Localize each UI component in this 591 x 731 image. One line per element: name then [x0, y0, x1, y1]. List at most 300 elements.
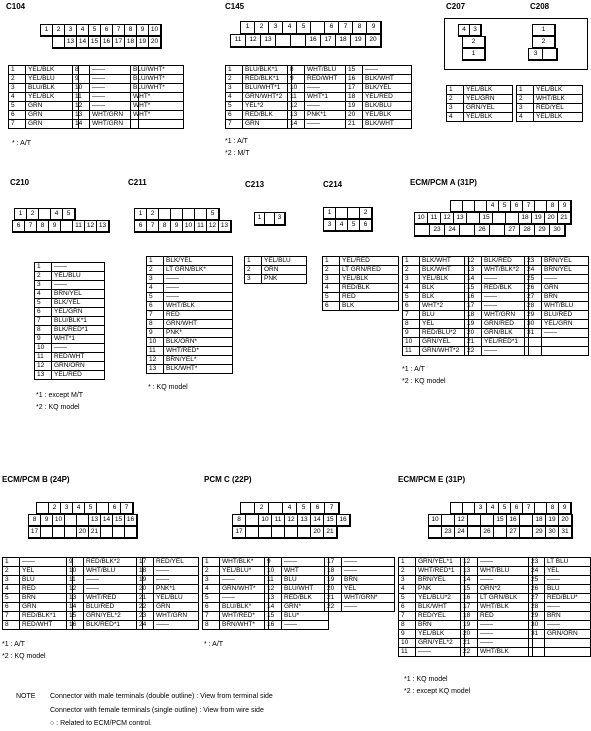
wire-color: WHT/GRN: [482, 311, 529, 320]
pin-row: [131, 120, 184, 129]
terminal-cell: 6: [360, 220, 372, 231]
pin-row: [35, 362, 105, 371]
pin-number: 11: [35, 353, 52, 362]
wire-color: YEL/BLK: [464, 113, 513, 122]
pin-number: 8: [288, 66, 305, 75]
terminal-cell: 20: [366, 35, 381, 47]
pin-number: 1: [9, 66, 26, 75]
wire-color: BLK/YEL: [164, 257, 233, 266]
terminal-cell: 5: [85, 503, 97, 514]
terminal-cell: 15: [113, 515, 125, 526]
pin-number: 15: [461, 585, 478, 594]
pin-row: [465, 320, 529, 329]
wire-color: ——: [154, 576, 199, 585]
terminal-cell: [171, 209, 183, 220]
wire-color: BLU/RED: [84, 603, 143, 612]
pin-row: [288, 84, 346, 93]
connector-title: C104: [6, 2, 26, 11]
connector-face: [428, 526, 573, 539]
pin-number: 26: [525, 284, 542, 293]
connector-face: [232, 526, 338, 539]
pin-row: [35, 344, 105, 353]
wire-color: ——: [478, 621, 533, 630]
pin-row: [9, 111, 79, 120]
pin-number: 21: [325, 594, 342, 603]
pin-row: [529, 612, 591, 621]
pin-row: [147, 329, 233, 338]
terminal-cell: 17: [113, 37, 125, 48]
wire-color: BLK/RED*1: [52, 326, 105, 335]
pin-number: 14: [67, 603, 84, 612]
pin-number: [529, 648, 545, 657]
terminal-cell: 9: [171, 221, 183, 232]
pin-number: 4: [226, 93, 243, 102]
terminal-cell: 4: [283, 503, 297, 514]
wire-color: RED/BLU*: [544, 594, 590, 603]
pin-number: 24: [529, 567, 545, 576]
pin-row: [403, 257, 469, 266]
terminal-cell: 13: [89, 515, 101, 526]
terminal-cell: [159, 209, 171, 220]
wire-color: WHT*1: [52, 335, 105, 344]
pin-row: [265, 603, 329, 612]
terminal-cell: [101, 527, 113, 538]
wire-color: ——: [20, 558, 73, 567]
pin-number: 2: [245, 266, 262, 275]
pin-row: [265, 621, 329, 630]
pin-number: 8: [403, 320, 420, 329]
pin-number: 2: [147, 266, 164, 275]
pin-row: [399, 603, 465, 612]
wire-color: GRN: [20, 603, 73, 612]
connector-face: [52, 36, 162, 49]
pin-number: 1: [245, 257, 262, 266]
wire-color: WHT/BLU: [542, 302, 589, 311]
wire-color: ——: [52, 281, 105, 290]
terminal-cell: 9: [559, 503, 571, 514]
pin-number: 27: [529, 594, 545, 603]
pin-number: 19: [137, 576, 154, 585]
pin-row: [35, 272, 105, 281]
pin-number: 14: [73, 120, 90, 129]
pin-number: 17: [461, 603, 478, 612]
pin-row: [325, 594, 395, 603]
terminal-cell: 4: [77, 25, 89, 36]
pin-row: [131, 111, 184, 120]
wire-color: BLU: [282, 576, 329, 585]
pin-row: [525, 338, 589, 347]
terminal-cell: 12: [246, 35, 261, 47]
pin-number: 3: [245, 275, 262, 284]
wire-color: WHT/RED*: [164, 347, 233, 356]
terminal-cell: 6: [511, 201, 523, 212]
pin-row: [529, 603, 591, 612]
connector-face: [240, 21, 382, 35]
pin-number: 14: [265, 603, 282, 612]
wire-color: GRN/WHT: [164, 320, 233, 329]
pin-row: [288, 120, 346, 129]
wire-color: WHT*2: [420, 302, 469, 311]
pin-row: [35, 281, 105, 290]
wire-color: ——: [282, 558, 329, 567]
terminal-cell: 15: [480, 213, 493, 224]
terminal-cell: [65, 515, 77, 526]
terminal-cell: 13: [219, 221, 231, 232]
wire-color: YEL/BLK: [26, 93, 79, 102]
terminal-cell: 10: [149, 25, 161, 36]
wire-color: ——: [544, 603, 590, 612]
wire-color: ——: [90, 84, 139, 93]
terminal-cell: 11: [231, 35, 246, 47]
pin-number: 22: [137, 603, 154, 612]
terminal-cell: 21: [324, 527, 337, 538]
terminal-cell: 3: [475, 503, 487, 514]
pin-row: [529, 639, 591, 648]
connector-title: C208: [530, 2, 550, 11]
terminal-cell: 6: [13, 221, 25, 232]
pin-number: 21: [465, 338, 482, 347]
pin-row: [67, 585, 143, 594]
terminal-cell: 5: [348, 220, 360, 231]
pin-row: [403, 347, 469, 356]
pin-table: [72, 65, 139, 129]
pin-row: [73, 93, 139, 102]
terminal-cell: 20: [559, 515, 572, 526]
wire-color: ORN*2: [478, 585, 533, 594]
terminal-cell: 8: [159, 221, 171, 232]
terminal-cell: 21: [558, 213, 571, 224]
pin-row: [325, 576, 395, 585]
pin-row: [226, 93, 292, 102]
wire-color: WHT/GRN*: [342, 594, 395, 603]
pin-row: [447, 104, 513, 113]
pin-number: 8: [147, 320, 164, 329]
wire-color: ——: [164, 284, 233, 293]
pin-number: 9: [265, 558, 282, 567]
wire-color: ——: [90, 93, 139, 102]
pin-row: [3, 585, 73, 594]
wire-color: YEL/BLU: [262, 257, 307, 266]
wire-color: YEL: [544, 567, 590, 576]
pin-row: [399, 567, 465, 576]
pin-number: 12: [265, 585, 282, 594]
pin-number: 5: [403, 293, 420, 302]
pin-row: [525, 329, 589, 338]
pin-row: [137, 585, 199, 594]
wire-color: ——: [482, 275, 529, 284]
wire-color: ——: [482, 347, 529, 356]
footnote: *2 : KQ model: [402, 378, 446, 385]
terminal-cell: 20: [545, 213, 558, 224]
wire-color: BLK: [340, 302, 399, 311]
pin-row: [3, 594, 73, 603]
connector-face: [134, 220, 232, 233]
terminal-cell: 4: [51, 209, 63, 220]
connector-face: [28, 526, 138, 539]
pin-table: [287, 65, 346, 129]
wire-color: [542, 347, 589, 356]
pin-table: [322, 256, 399, 311]
pin-table: [66, 557, 143, 630]
pin-number: 20: [325, 585, 342, 594]
pin-number: 6: [3, 603, 20, 612]
wire-color: [542, 338, 589, 347]
pin-number: 13: [67, 594, 84, 603]
terminal-cell: [429, 527, 442, 538]
wire-color: BRN/YEL: [416, 576, 465, 585]
wire-color: BLK/WHT: [416, 603, 465, 612]
pin-row: [529, 630, 591, 639]
terminal-cell: 24: [445, 225, 460, 236]
terminal-cell: [259, 527, 272, 538]
wire-color: WHT/GRN: [90, 111, 139, 120]
pin-row: [399, 558, 465, 567]
pin-table: [398, 557, 465, 657]
wire-color: GRN/ORN: [544, 630, 590, 639]
terminal-cell: 10: [259, 515, 272, 526]
terminal-cell: 15: [89, 37, 101, 48]
terminal-cell: 7: [339, 22, 353, 34]
pin-row: [73, 84, 139, 93]
pin-number: 15: [346, 66, 363, 75]
footnote: *1 : A/T: [225, 138, 248, 145]
pin-number: 10: [147, 338, 164, 347]
pin-table: [34, 262, 105, 380]
terminal-cell: 11: [73, 221, 85, 232]
wire-color: BLU/WHT*1: [243, 84, 292, 93]
pin-number: 3: [447, 104, 464, 113]
terminal-cell: [113, 527, 125, 538]
wire-color: BLU: [420, 311, 469, 320]
terminal-cell: 29: [535, 225, 550, 236]
pin-row: [3, 621, 73, 630]
pin-row: [245, 266, 307, 275]
pin-number: 5: [35, 299, 52, 308]
wire-color: YEL: [20, 567, 73, 576]
terminal-cell: [285, 527, 298, 538]
pin-row: [346, 102, 412, 111]
pin-number: 2: [9, 75, 26, 84]
pin-row: [288, 66, 346, 75]
footnote: * : A/T: [12, 140, 32, 147]
pin-number: 16: [265, 621, 282, 630]
wire-color: BLK/YEL: [52, 299, 105, 308]
pin-number: 16: [465, 293, 482, 302]
footnote: Connector with female terminals (single outline) : View from wire side: [50, 707, 264, 714]
pin-number: 9: [147, 329, 164, 338]
pin-row: [461, 585, 533, 594]
wire-color: ——: [90, 66, 139, 75]
pin-row: [461, 603, 533, 612]
pin-row: [73, 120, 139, 129]
terminal-cell: 3: [324, 220, 336, 231]
terminal-cell: 5: [207, 209, 219, 220]
wire-color: YEL: [420, 320, 469, 329]
terminal-cell: [468, 515, 481, 526]
pin-number: 3: [35, 281, 52, 290]
pin-row: [67, 567, 143, 576]
pin-number: 10: [288, 84, 305, 93]
pin-number: 9: [35, 335, 52, 344]
terminal-cell: 8: [353, 22, 367, 34]
pin-number: 3: [403, 275, 420, 284]
terminal-cell: 16: [101, 37, 113, 48]
connector-face: [414, 224, 566, 237]
pin-row: [461, 558, 533, 567]
pin-row: [288, 102, 346, 111]
wire-color: WHT: [282, 567, 329, 576]
pin-row: [525, 320, 589, 329]
wire-color: RED/WHT: [305, 75, 346, 84]
terminal-cell: 3: [65, 25, 77, 36]
wire-color: YEL/RED: [52, 371, 105, 380]
pin-table: [8, 65, 79, 129]
terminal-cell: 10: [183, 221, 195, 232]
wire-color: ——: [478, 639, 533, 648]
pin-number: 12: [288, 102, 305, 111]
pin-row: [447, 113, 513, 122]
terminal-cell: 28: [520, 225, 535, 236]
terminal-cell: [415, 225, 430, 236]
terminal-cell: [195, 209, 207, 220]
pin-number: 13: [265, 594, 282, 603]
pin-row: [517, 113, 583, 122]
wire-color: YEL/BLK: [464, 86, 513, 95]
pin-number: 3: [399, 576, 416, 585]
wire-color: GRN*: [282, 603, 329, 612]
pin-number: 12: [461, 558, 478, 567]
terminal-cell: 4: [283, 22, 297, 34]
pin-row: [403, 275, 469, 284]
terminal-cell: 9: [137, 25, 149, 36]
pin-number: 5: [147, 293, 164, 302]
pin-number: 3: [517, 104, 534, 113]
footnote: NOTE: [16, 693, 36, 700]
terminal-cell: 17: [321, 35, 336, 47]
terminal-cell: 30: [550, 225, 565, 236]
terminal-cell: 9: [367, 22, 381, 34]
pin-table: [516, 85, 583, 122]
wire-color: WHT/BLK: [534, 95, 583, 104]
pin-number: 11: [403, 347, 420, 356]
terminal-cell: [506, 213, 519, 224]
pin-table: [225, 65, 292, 129]
pin-row: [529, 576, 591, 585]
terminal-cell: 4: [336, 220, 348, 231]
terminal-cell: 19: [137, 37, 149, 48]
pin-number: 17: [137, 558, 154, 567]
wire-color: GRN/YEL*2: [416, 639, 465, 648]
footnote: Connector with male terminals (double outline) : View from terminal side: [50, 693, 273, 700]
pin-number: 2: [403, 266, 420, 275]
terminal-cell: [97, 503, 109, 514]
wire-color: YEL/BLU*2: [416, 594, 465, 603]
pin-row: [226, 75, 292, 84]
terminal-cell: 3: [470, 25, 481, 36]
terminal-cell: 20: [311, 527, 324, 538]
pin-number: 4: [399, 585, 416, 594]
pin-number: 2: [447, 95, 464, 104]
pin-row: [265, 576, 329, 585]
wire-color: BRN/YEL: [52, 290, 105, 299]
wire-color: YEL/BLU: [52, 272, 105, 281]
footnote: *2 : except KQ model: [404, 688, 471, 695]
pin-number: 6: [323, 302, 340, 311]
terminal-cell: 8: [547, 201, 559, 212]
wire-color: RED: [164, 311, 233, 320]
pin-row: [399, 576, 465, 585]
terminal-cell: [298, 527, 311, 538]
pin-row: [461, 648, 533, 657]
pin-row: [325, 603, 395, 612]
pin-row: [346, 66, 412, 75]
pin-number: 1: [147, 257, 164, 266]
pin-number: 4: [517, 113, 534, 122]
pin-row: [323, 275, 399, 284]
pin-row: [323, 257, 399, 266]
wire-color: LT BLU: [544, 558, 590, 567]
pin-row: [525, 275, 589, 284]
pin-row: [137, 594, 199, 603]
pin-number: 12: [35, 362, 52, 371]
pin-row: [35, 353, 105, 362]
pin-number: 2: [399, 567, 416, 576]
terminal-cell: [246, 515, 259, 526]
wire-color: [544, 639, 590, 648]
wire-color: GRN/RED: [482, 320, 529, 329]
pin-row: [517, 86, 583, 95]
terminal-cell: 3: [275, 213, 285, 225]
pin-row: [203, 612, 269, 621]
wire-color: BLK/WHT*: [164, 365, 233, 374]
pin-row: [203, 594, 269, 603]
wire-color: RED/BLK: [282, 594, 329, 603]
pin-row: [265, 594, 329, 603]
wire-color: BRN: [544, 612, 590, 621]
wire-color: BLU*: [282, 612, 329, 621]
pin-number: 8: [203, 621, 220, 630]
footnote: *1 : A/T: [2, 641, 25, 648]
pin-row: [529, 567, 591, 576]
pin-number: 23: [529, 558, 545, 567]
terminal-cell: [241, 503, 255, 514]
terminal-cell: 7: [121, 503, 133, 514]
wire-color: ORN: [262, 266, 307, 275]
pin-row: [323, 266, 399, 275]
pin-row: [203, 603, 269, 612]
terminal-cell: 7: [523, 503, 535, 514]
pin-row: [517, 104, 583, 113]
pin-number: 10: [265, 567, 282, 576]
pin-row: [35, 326, 105, 335]
pin-number: 7: [147, 311, 164, 320]
terminal-cell: 13: [97, 221, 109, 232]
connector-title: ECM/PCM B (24P): [2, 475, 70, 484]
pin-row: [399, 585, 465, 594]
wire-color: YEL/GRN: [542, 320, 589, 329]
wire-color: YEL/BLK: [420, 275, 469, 284]
pin-row: [517, 95, 583, 104]
terminal-cell: 3: [61, 503, 73, 514]
pin-table: [244, 256, 307, 284]
pin-row: [203, 621, 269, 630]
terminal-cell: 1: [533, 25, 555, 36]
terminal-cell: 2: [463, 37, 485, 48]
pin-number: 19: [346, 102, 363, 111]
terminal-cell: 9: [41, 515, 53, 526]
wire-color: ——: [220, 594, 269, 603]
pin-number: 29: [529, 612, 545, 621]
